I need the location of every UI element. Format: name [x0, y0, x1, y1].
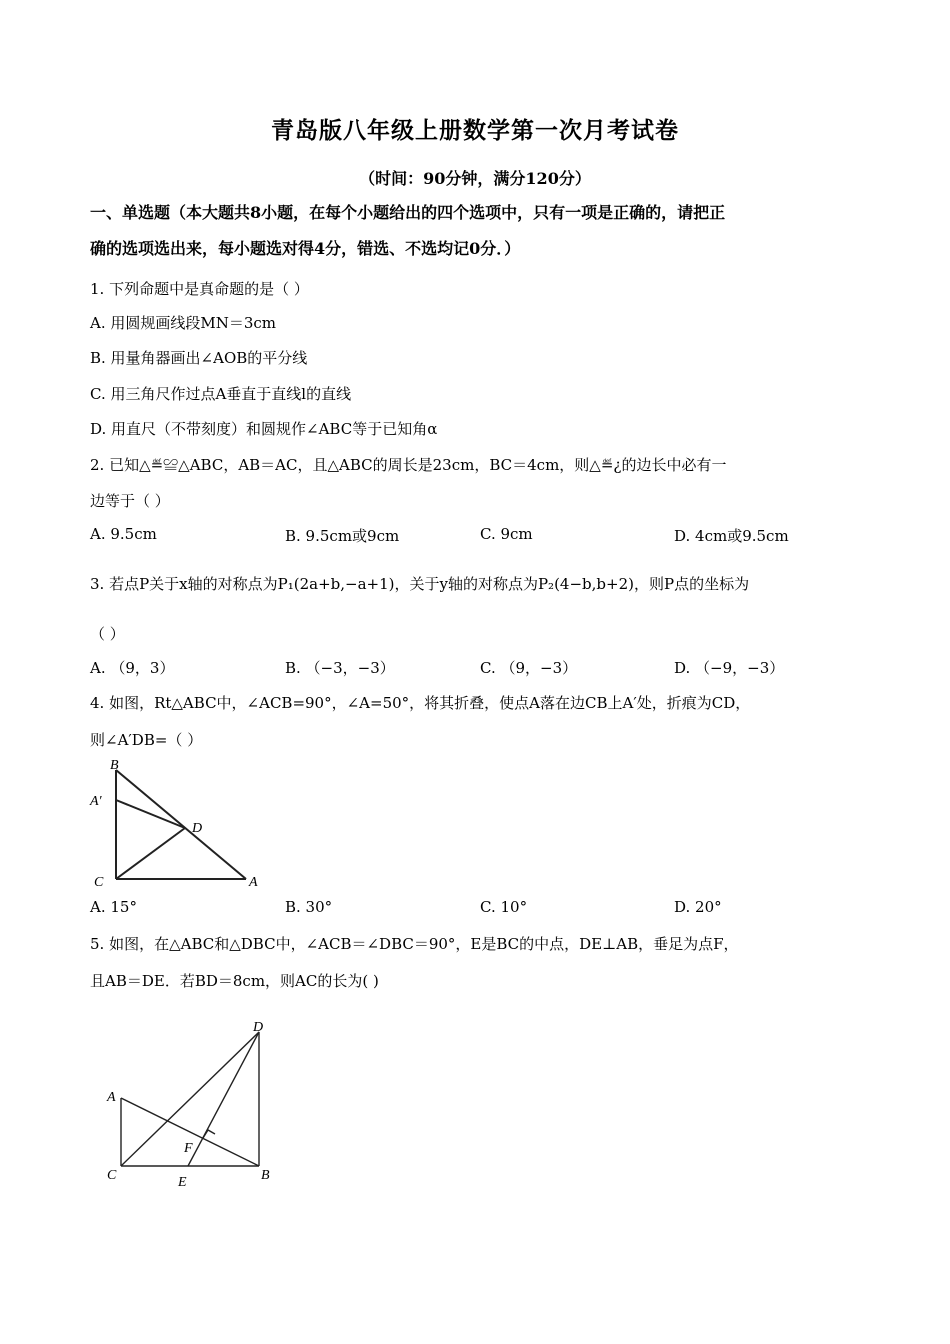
q5-label-f: F [184, 1141, 193, 1156]
q5-stem-line-2: 且AB＝DE．若BD＝8cm，则AC的长为( ) [90, 972, 379, 990]
q2-stem-line-2: 边等于（ ） [90, 492, 170, 510]
q4-option-b: B. 30° [285, 898, 333, 916]
q4-figure [86, 752, 276, 892]
q4-label-d: D [192, 821, 203, 836]
q1-option-b: B. 用量角器画出∠AOB的平分线 [90, 349, 308, 367]
q4-stem-line-1: 4. 如图，Rt△ABC中，∠ACB=90°，∠A=50°，将其折叠，使点A落在边CB上A′处，折痕为CD， [90, 694, 751, 712]
q4-label-c: C [94, 875, 104, 890]
q5-segment-ed [188, 1032, 259, 1166]
q4-stem-line-2: 则∠A′DB=（ ） [90, 731, 203, 749]
section-heading-line-2: 确的选项选出来，每小题选对得4分，错选、不选均记0分．） [90, 239, 521, 258]
q1-option-d: D. 用直尺（不带刻度）和圆规作∠ABC等于已知角α [90, 420, 438, 438]
q2-option-b: B. 9.5cm或9cm [285, 527, 400, 545]
q2-option-c: C. 9cm [480, 525, 533, 543]
q3-option-b: B. （−3，−3） [285, 659, 395, 677]
section-heading [90, 195, 860, 267]
q4-option-d: D. 20° [674, 898, 722, 916]
q5-label-a: A [107, 1090, 116, 1105]
q5-right-angle-mark [203, 1130, 215, 1138]
q4-label-b: B [110, 758, 119, 773]
q4-segment-a1d [116, 800, 185, 828]
q5-stem-line-1: 5. 如图，在△ABC和△DBC中，∠ACB＝∠DBC＝90°，E是BC的中点，DE⊥AB，垂足为点F， [90, 935, 739, 953]
q4-option-a: A. 15° [90, 898, 137, 916]
q3-option-a: A. （9，3） [90, 659, 175, 677]
q4-label-a-prime: A′ [90, 794, 102, 809]
q5-label-c: C [107, 1168, 117, 1183]
q4-segment-cd [116, 828, 185, 879]
q1-stem: 1. 下列命题中是真命题的是（ ） [90, 280, 309, 298]
q2-stem-line-1: 2. 已知△≝≌△ABC，AB＝AC，且△ABC的周长是23cm，BC＝4cm，则△≝¿的边长中必有一 [90, 456, 727, 474]
section-heading-line-1: 一、单选题（本大题共8小题，在每个小题给出的四个选项中，只有一项是正确的，请把正 [90, 203, 726, 222]
q4-label-a: A [249, 875, 258, 890]
page-title: 青岛版八年级上册数学第一次月考试卷 [271, 117, 679, 144]
q1-option-a: A. 用圆规画线段MN＝3cm [90, 314, 277, 332]
q3-option-c: C. （9，−3） [480, 659, 578, 677]
page-subtitle: （时间：90分钟，满分120分） [359, 169, 591, 188]
q2-option-a: A. 9.5cm [90, 525, 157, 543]
q3-option-d: D. （−9，−3） [674, 659, 785, 677]
q5-label-b: B [261, 1168, 270, 1183]
q4-option-c: C. 10° [480, 898, 528, 916]
q3-stem-line-2: （ ） [90, 625, 125, 643]
q5-figure [100, 1012, 290, 1197]
q1-option-c: C. 用三角尺作过点A垂直于直线l的直线 [90, 385, 352, 403]
q4-segment-ab [116, 770, 246, 879]
q5-label-e: E [178, 1175, 187, 1190]
q5-label-d: D [253, 1020, 264, 1035]
q3-stem-line-1: 3. 若点P关于x轴的对称点为P₁(2a+b,−a+1)，关于y轴的对称点为P₂(4−b,b+2)，则P点的坐标为 [90, 575, 750, 593]
q2-option-d: D. 4cm或9.5cm [674, 527, 789, 545]
